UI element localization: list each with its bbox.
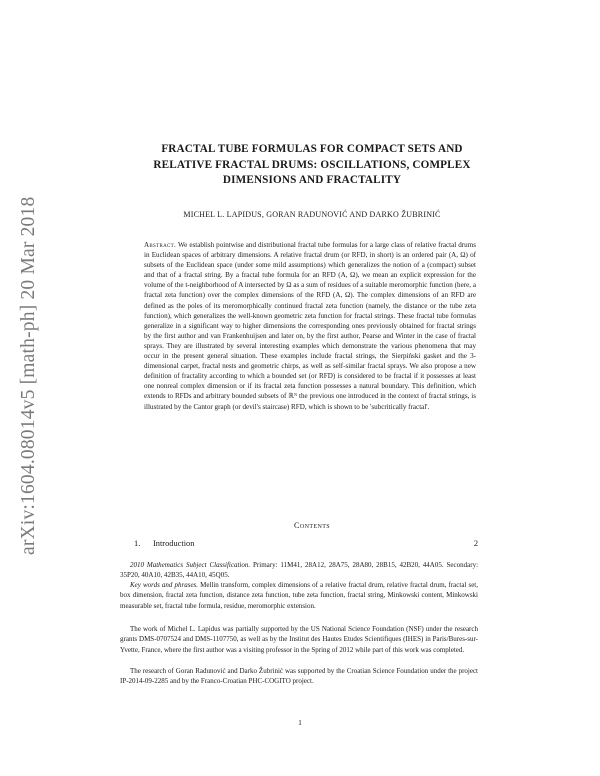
- toc-entry-label[interactable]: Introduction: [153, 539, 195, 548]
- footnote-keywords: [120, 580, 478, 611]
- footnote-lapidus-funding: [120, 624, 478, 655]
- lapidus-funding-text: The work of Michel L. Lapidus was partially supported by the US National Science Foundation (NSF) under the research grants DMS-0707524 and DMS-1107750, as well as by the Institut des Hautes Etudes Scientifiques (IHES) in Paris/Bures-sur-Yvette, France, where the first author was a visiting professor in the Spring of 2012 while part of this work was completed.: [120, 625, 478, 654]
- abstract: [144, 240, 476, 412]
- paper-title: [112, 142, 512, 189]
- msc-text: Primary: 11M41, 28A12, 28A75, 28A80, 28B15, 42B20, 44A05. Secondary: 35P20, 40A10, 42B35, 44A10, 45Q05.: [120, 561, 479, 580]
- radunovic-funding-text: The research of Goran Radunović and Darko Žubrinić was supported by the Croatian Science Foundation under the project IP-2014-09-2285 and by the Franco-Croatian PHC-COGITO project.: [120, 667, 478, 686]
- footnote-msc: [120, 560, 478, 581]
- contents-heading: Contents: [294, 521, 330, 530]
- footnote-radunovic-funding: [120, 666, 478, 687]
- title-line: FRACTAL TUBE FORMULAS FOR COMPACT SETS AND: [161, 143, 463, 155]
- toc-entry-number: 1.: [134, 539, 141, 548]
- abstract-label: Abstract.: [144, 241, 177, 249]
- toc-entry-page: 2: [473, 539, 478, 548]
- keywords-label: Key words and phrases.: [130, 581, 199, 589]
- author-list: MICHEL L. LAPIDUS, GORAN RADUNOVIĆ AND DARKO ŽUBRINIĆ: [183, 210, 441, 219]
- page-number: 1: [298, 718, 302, 727]
- title-line: RELATIVE FRACTAL DRUMS: OSCILLATIONS, COMPLEX: [153, 158, 471, 171]
- title-line: DIMENSIONS AND FRACTALITY: [222, 174, 402, 186]
- arxiv-identifier: arXiv:1604.08014v5 [math-ph] 20 Mar 2018: [18, 196, 39, 555]
- keywords-text: Mellin transform, complex dimensions of a relative fractal drum, relative fractal drum, fractal set, box dimension, fractal zeta function, distance zeta function, tube zeta function, fractal string, Minkowski content, Minkowski measurable set, fractal tube formula, residue, meromorphic extension.: [120, 581, 479, 610]
- abstract-text: We establish pointwise and distributional fractal tube formulas for a large class of relative fractal drums in Euclidean spaces of arbitrary dimensions. A relative fractal drum (or RFD, in short) is an ordered pair (A, Ω) of subsets of the Euclidean space (under some mild assumptions) which generalizes the notion of a (compact) subset and that of a fractal string. By a fractal tube formula for an RFD (A, Ω), we mean an explicit expression for the volume of the t-neighborhood of A intersected by Ω as a sum of residues of a suitable meromorphic function (here, a fractal zeta function) over the complex dimensions of the RFD (A, Ω). The complex dimensions of an RFD are defined as the poles of its meromorphically continued fractal zeta function (namely, the distance or the tube zeta function), which generalizes the well-known geometric zeta function for fractal strings. These fractal tube formulas generalize in a significant way to higher dimensions the corresponding ones previously obtained for fractal strings by the first author and van Frankenhuijsen and later on, by the first author, Pearse and Winter in the case of fractal sprays. They are illustrated by several interesting examples which demonstrate the various phenomena that may occur in the present general situation. These examples include fractal strings, the Sierpiński gasket and the 3-dimensional carpet, fractal nests and geometric chirps, as well as self-similar fractal sprays. We also propose a new definition of fractality according to which a bounded set (or RFD) is considered to be fractal if it possesses at least one nonreal complex dimension or if its fractal zeta function possesses a natural boundary. This definition, which extends to RFDs and arbitrary bounded subsets of ℝᴺ the previous one introduced in the context of fractal strings, is illustrated by the Cantor graph (or devil's staircase) RFD, which is shown to be 'subcritically fractal'.: [144, 241, 476, 411]
- msc-label: 2010 Mathematics Subject Classification.: [130, 561, 251, 569]
